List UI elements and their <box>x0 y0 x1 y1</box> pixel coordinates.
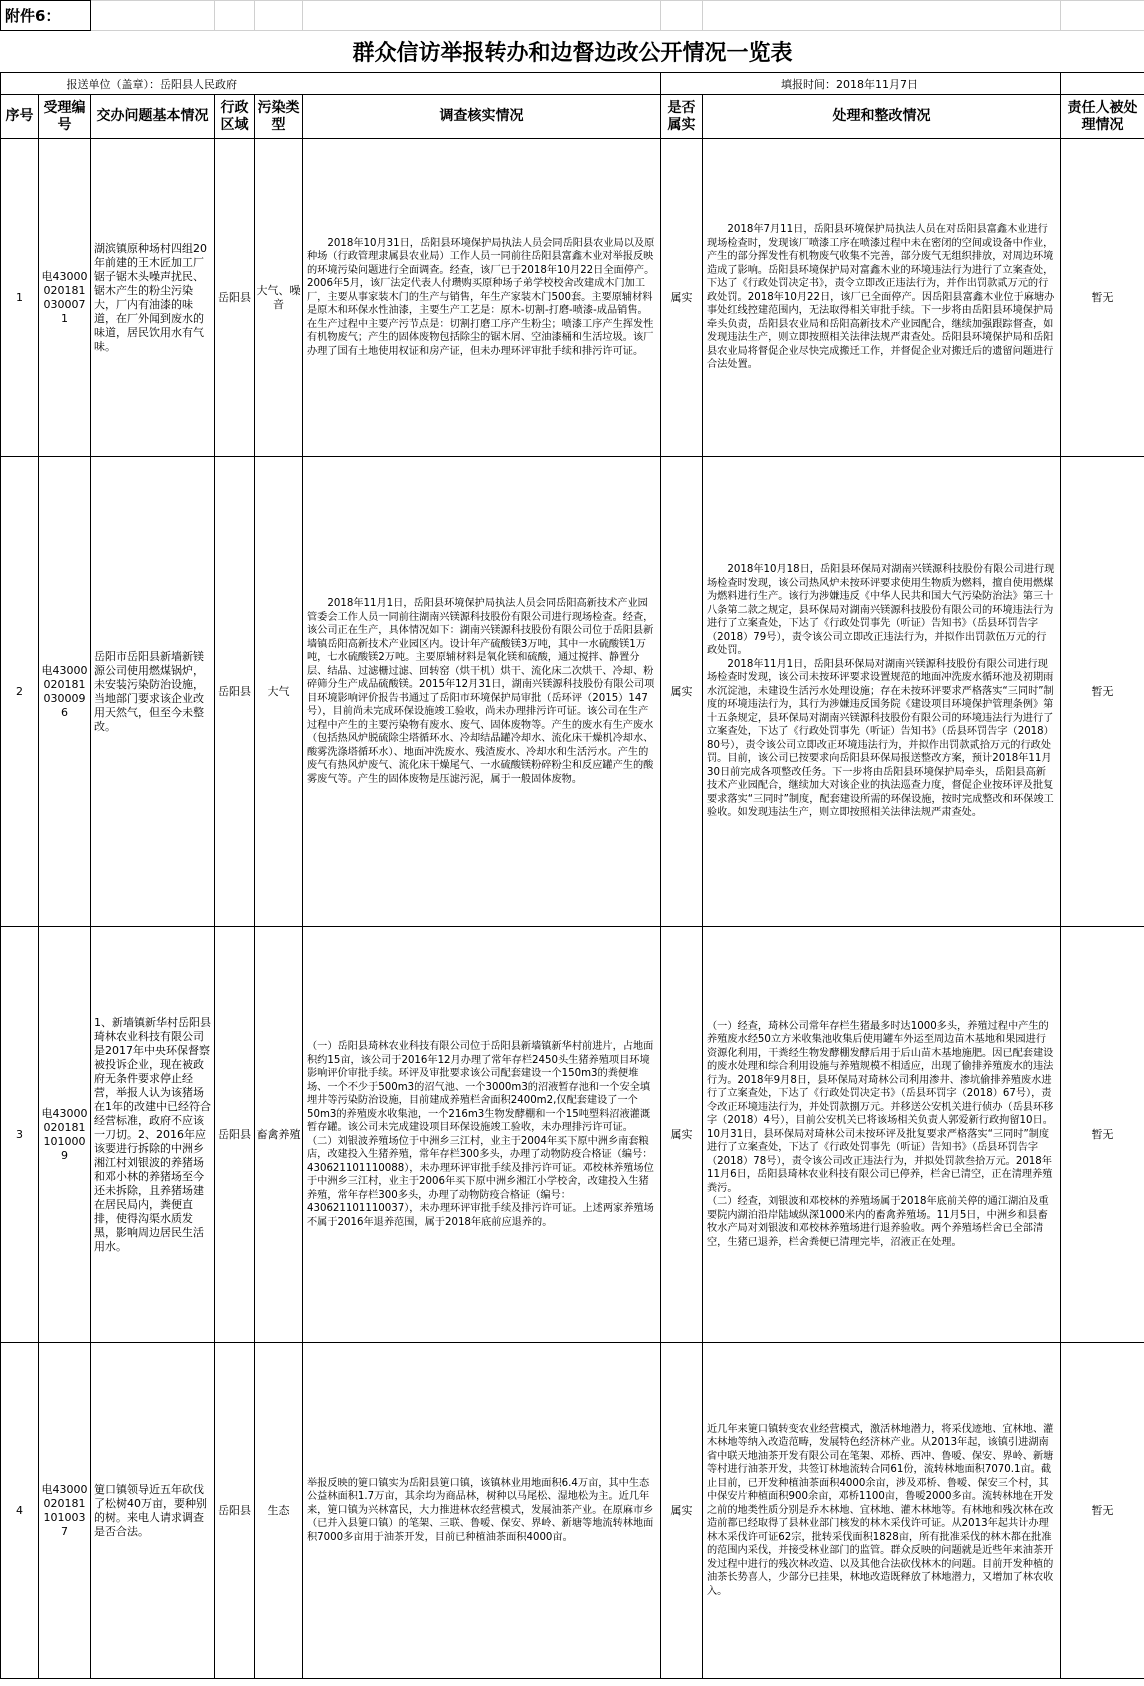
empty-cell[interactable] <box>703 1 1061 31</box>
row-handle <box>703 139 1061 457</box>
table-row <box>1 139 1144 457</box>
row-area: 岳阳县 <box>215 139 255 457</box>
row-true: 属实 <box>661 139 703 457</box>
row-invest <box>303 457 661 927</box>
row-invest <box>303 139 661 457</box>
row-type: 大气 <box>255 457 303 927</box>
reporter-unit: 报送单位（盖章）：岳阳县人民政府 <box>39 73 661 95</box>
row-id: 电430000201811010009 <box>39 927 91 1343</box>
handle-paragraph: （一）经查，琦林公司常年存栏生猪最多时达1000多头，养殖过程中产生的养殖废水经50立方米收集池收集后使用罐车外运至周边苗木基地和果园进行资源化利用，干粪经生物发酵棚发酵后用于后山苗木基地施肥。因已配套建设的废水处理和综合利用设施与养殖规模不相适应，出现了偷排养殖废水的违法行为。2018年9月8日，县环保局对琦林公司利用渗井、渗坑偷排养殖废水进行了立案查处，下达了《行政处罚决定书》（岳县环罚字（2018）67号），责令改正环境违法行为，并处罚款捌万元。并移送公安机关进行侦办（岳县环移字（2018）4号），目前公安机关已将该场相关负责人郭爱新行政拘留10日。10月31日，县环保局对琦林公司未按环评及批复要求严格落实“三同时”制度进行了立案查处，下达了《行政处罚事先（听证）告知书》（岳县环罚告字（2018）78号），责令该公司改正违法行为，并拟处罚款叁拾万元。2018年11月6日，岳阳县琦林农业科技有限公司已停养，栏舍已清空，正在清理养殖粪污。 <box>707 1020 1054 1194</box>
table-row <box>1 927 1144 1343</box>
empty-cell <box>1061 73 1144 95</box>
header-resp: 责任人被处理情况 <box>1061 95 1144 139</box>
row-issue: 湖滨镇原种场村四组20年前建的王木匠加工厂锯子锯木头噪声扰民、锯木产生的粉尘污染大，厂内有油漆的味道，在厂外闻到废水的味道，居民饮用水有气味。 <box>91 139 215 457</box>
empty-cell[interactable] <box>303 1 661 31</box>
header-area: 行政区域 <box>215 95 255 139</box>
handle-paragraph: 2018年7月11日，岳阳县环境保护局执法人员在对岳阳县富鑫木业进行现场检查时，发现该厂喷漆工序在喷漆过程中未在密闭的空间或设备中作业，产生的部分挥发性有机物废气收集不完善，部分废气无组织排放，对周边环境造成了影响。岳阳县环境保护局对富鑫木业的环境违法行为进行了立案查处，下达了《行政处罚决定书》，责令立即改正违法行为，并作出罚款贰万元的行政处罚。2018年10月22日，该厂已全面停产。因岳阳县富鑫木业位于麻塘办事处红线控建范围内，无法取得相关审批手续。下一步将由岳阳县环境保护局牵头负责，岳阳县农业局和岳阳高新技术产业园配合，继续加强跟踪督查，如发现违法生产，则立即按照相关法律法规严肃查处。岳阳县环境保护局和岳阳县农业局将督促企业尽快完成搬迁工作，并督促企业对搬迁后的遗留问题进行合法处置。 <box>707 224 1055 371</box>
row-invest <box>303 1343 661 1679</box>
invest-paragraph: （二）刘银波养殖场位于中洲乡三江村，业主于2004年买下原中洲乡南套粮店，改建投入生猪养殖，常年存栏300多头，办理了动物防疫合格证（编号：430621101110088），未办理环评审批手续及排污许可证。邓校林养殖场位于中洲乡三江村，业主于2006年买下原中洲乡湘江小学校舍，改建投入生猪养殖，常年存栏300多头，办理了动物防疫合格证（编号：430621101110037），未办理环评审批手续及排污许可证。上述两家养殖场不属于2016年退养范围，属于2018年底前应退养的。 <box>307 1135 654 1228</box>
row-invest <box>303 927 661 1343</box>
header-issue: 交办问题基本情况 <box>91 95 215 139</box>
row-area: 岳阳县 <box>215 1343 255 1679</box>
row-num: 1 <box>1 139 39 457</box>
row-id: 电430000201810300071 <box>39 139 91 457</box>
row-issue: 1、新墙镇新华村岳阳县琦林农业科技有限公司是2017年中央环保督察被投诉企业，现在被政府无条件要求停止经营，举报人认为该猪场在1年的改建中已经符合经营标准，政府不应该一刀切。2、2016年应该要进行拆除的中洲乡湘江村刘银波的养猪场和邓小林的养猪场至今还未拆除，且养猪场建在居民局内，粪便直排，使得沟渠水质发黑，影响周边居民生活用水。 <box>91 927 215 1343</box>
header-invest: 调查核实情况 <box>303 95 661 139</box>
header-type: 污染类型 <box>255 95 303 139</box>
handle-paragraph: 2018年11月1日，岳阳县环保局对湖南兴镁源科技股份有限公司进行现场检查时发现，该公司未按环评要求设置规范的地面冲洗废水循环池及初期雨水沉淀池，未建设生活污水处理设施；存在未按环评要求严格落实“三同时”制度的环境违法行为，其行为涉嫌违反国务院《建设项目环境保护管理条例》第十五条规定，县环保局对湖南兴镁源科技股份有限公司的环境违法行为进行了立案查处，下达了《行政处罚事先（听证）告知书》（岳县环罚告字（2018）80号），责令该公司立即改正环境违法行为，并拟作出罚款贰拾万元的行政处罚。目前，该公司已按要求向岳阳县环保局报送整改方案，预计2018年11月30日前完成各项整改任务。下一步将由岳阳县环境保护局牵头，岳阳县高新技术产业园配合，继续加大对该企业的执法巡查力度，督促企业按环评及批复要求落实“三同时”制度，配套建设所需的环保设施，按时完成整改和环保竣工验收。如发现违法生产，则立即按照相关法律法规严肃查处。 <box>707 658 1054 819</box>
row-type: 生态 <box>255 1343 303 1679</box>
invest-paragraph: 举报反映的筻口镇实为岳阳县筻口镇，该镇林业用地面积6.4万亩，其中生态公益林面积1.7万亩，其余均为商品林，树种以马尾松、湿地松为主。近几年来，筻口镇为兴林富民，大力推进林农经营模式，发展油茶产业。在原麻市乡（已并入县筻口镇）的笔架、三联、鲁嗳、保安、界岭、新塘等地流转林地面积7000多亩用于油茶开发，目前已种植油茶面积4000亩。 <box>307 1477 654 1543</box>
header-handle: 处理和整改情况 <box>703 95 1061 139</box>
empty-cell[interactable] <box>1061 1 1144 31</box>
row-area: 岳阳县 <box>215 457 255 927</box>
row-true: 属实 <box>661 927 703 1343</box>
row-num: 2 <box>1 457 39 927</box>
row-id: 电430000201810300096 <box>39 457 91 927</box>
handle-paragraph: 近几年来筻口镇转变农业经营模式，激活林地潜力，将采伐迹地、宜林地、灌木林地等纳入改造范畴，发展特色经济林产业。从2013年起，该镇引进湖南省中联天地油茶开发有限公司在笔架、邓桥、西冲、鲁嗳、保安、界岭、新塘等村进行油茶开发，共签订林地流转合同61份，流转林地面积7070.1亩。截止目前，已开发种植油茶面积4000余亩，涉及邓桥、鲁嗳、保安三个村，其中保安片种植面积900余亩，邓桥1100亩，鲁嗳2000多亩。流转林地在开发之前的地类性质分别是乔木林地、宜林地、灌木林地等。有林地和残次林在改造前都已经取得了县林业部门核发的林木采伐许可证。从2013年起共计办理林木采伐许可证62宗，批转采伐面积1828亩，所有批准采伐的林木都在批准的范围内采伐，并接受林业部门的监管。群众反映的问题就是近些年来油茶开发过程中进行的残次林改造、以及其他合法砍伐林木的问题。目前开发种植的油茶长势喜人，少部分已挂果，林地改造既释放了林地潜力，又增加了林农收入。 <box>707 1423 1054 1597</box>
empty-cell <box>1 73 39 95</box>
handle-paragraph: （二）经查，刘银波和邓校林的养殖场属于2018年底前关停的通江湖泊及重要院内湖泊沿岸陆域纵深1000米内的畜禽养殖场。11月5日，中洲乡和县畜牧水产局对刘银波和邓校林养殖场进行退养验收。两个养殖场栏舍已全部清空，生猪已退养，栏舍粪便已清理完毕，沼液正在处理。 <box>707 1196 1049 1248</box>
invest-paragraph: （一）岳阳县琦林农业科技有限公司位于岳阳县新墙镇新华村前进片，占地面积约15亩，该公司于2016年12月办理了常年存栏2450头生猪养殖项目环境影响评价审批手续。环评及审批要求该公司配套建设一个150m3的粪便堆场、一个不少于500m3的沼气池、一个3000m3的沼液暂存池和一个安全填埋井等污染防治设施，目前建成养殖栏舍面积2400m2,仅配套建设了一个50m3的养殖废水收集池，一个216m3生物发酵棚和一个15吨塑料沼液灌溉暂存罐。该公司未完成建设项目环保设施竣工验收，未办理排污许可证。 <box>307 1041 654 1133</box>
empty-cell[interactable] <box>661 1 703 31</box>
row-resp: 暂无 <box>1061 1343 1144 1679</box>
annex-label: 附件6： <box>1 1 91 31</box>
row-resp: 暂无 <box>1061 927 1144 1343</box>
table-row <box>1 1343 1144 1679</box>
header-num: 序号 <box>1 95 39 139</box>
invest-paragraph: 2018年10月31日，岳阳县环境保护局执法人员会同岳阳县农业局以及原种场（行政管理隶属县农业局）工作人员一同前往岳阳县富鑫木业对举报反映的环境污染问题进行全面调查。经查，该厂已于2018年10月22日全面停产。2006年5月，该厂法定代表人付瓒购买原种场子弟学校校舍改建成木门加工厂，主要从事家装木门的生产与销售，年生产家装木门500套。主要原辅材料是原木和环保水性油漆，主要生产工艺是：原木-切割-打磨-喷漆-成品销售。在生产过程中主要产污节点是：切割打磨工序产生粉尘；喷漆工序产生挥发性有机物废气；产生的固体废物包括除尘的锯木屑、空油漆桶和生活垃圾。该厂办理了国有土地使用权证和房产证，但未办理环评审批手续和排污许可证。 <box>307 237 655 357</box>
row-issue: 岳阳市岳阳县新墙新镁源公司使用燃煤锅炉，未安装污染防治设施，当地部门要求该企业改用天然气，但至今未整改。 <box>91 457 215 927</box>
row-id: 电430000201811010037 <box>39 1343 91 1679</box>
fill-time: 填报时间：2018年11月7日 <box>661 73 1061 95</box>
header-true: 是否属实 <box>661 95 703 139</box>
row-handle <box>703 927 1061 1343</box>
row-true: 属实 <box>661 457 703 927</box>
row-num: 4 <box>1 1343 39 1679</box>
invest-paragraph: 2018年11月1日，岳阳县环境保护局执法人员会同岳阳高新技术产业园管委会工作人员一同前往湖南兴镁源科技股份有限公司进行现场检查。经查，该公司正在生产，具体情况如下：湖南兴镁源科技股份有限公司位于岳阳县新墙镇岳阳高新技术产业园区内。设计年产硫酸镁3万吨，其中一水硫酸镁1万吨，七水硫酸镁2万吨。主要原辅材料是氧化镁和硫酸，通过搅拌、静置分层、结晶、过滤栅过滤、回转窑（烘干机）烘干、流化床二次烘干、冷却、粉碎筛分生产成品硫酸镁。2015年12月31日，湖南兴镁源科技股份有限公司项目环境影响评价报告书通过了岳阳市环境保护局审批（岳环评（2015）147号），目前尚未完成环保设施竣工验收，尚未办理排污许可证。该公司在生产过程中产生的主要污染物有废水、废气、固体废物等。产生的废水有生产废水（包括热风炉脱硫除尘塔循环水、冷却结晶罐冷却水、流化床干燥机冷却水、酸雾洗涤塔循环水）、地面冲洗废水、残渣废水、冷却水和生活污水。产生的废气有热风炉废气、流化床干燥尾气、一水硫酸镁粉碎粉尘和反应罐产生的酸雾废气等。产生的固体废物是压滤污泥，属于一般固体废物。 <box>307 598 655 785</box>
row-num: 3 <box>1 927 39 1343</box>
row-area: 岳阳县 <box>215 927 255 1343</box>
empty-cell[interactable] <box>215 1 255 31</box>
table-row <box>1 457 1144 927</box>
handle-paragraph: 2018年10月18日，岳阳县环保局对湖南兴镁源科技股份有限公司进行现场检查时发现，该公司热风炉未按环评要求使用生物质为燃料，擅自使用燃煤为燃料进行生产。该行为涉嫌违反《中华人民共和国大气污染防治法》第三十八条第二款之规定，县环保局对湖南兴镁源科技股份有限公司的环境违法行为进行了立案查处，下达了《行政处罚事先（听证）告知书》（岳县环罚告字（2018）79号），责令该公司立即改正违法行为，并拟作出罚款伍万元的行政处罚。 <box>707 564 1055 657</box>
row-resp: 暂无 <box>1061 457 1144 927</box>
row-handle <box>703 1343 1061 1679</box>
row-type: 畜禽养殖 <box>255 927 303 1343</box>
row-resp: 暂无 <box>1061 139 1144 457</box>
row-type: 大气、噪音 <box>255 139 303 457</box>
empty-cell[interactable] <box>91 1 215 31</box>
row-true: 属实 <box>661 1343 703 1679</box>
page-title: 群众信访举报转办和边督边改公开情况一览表 <box>1 31 1144 73</box>
row-handle <box>703 457 1061 927</box>
row-issue: 筻口镇领导近五年砍伐了松树40万亩，要种别的树。来电人请求调查是否合法。 <box>91 1343 215 1679</box>
header-id: 受理编号 <box>39 95 91 139</box>
empty-cell[interactable] <box>255 1 303 31</box>
